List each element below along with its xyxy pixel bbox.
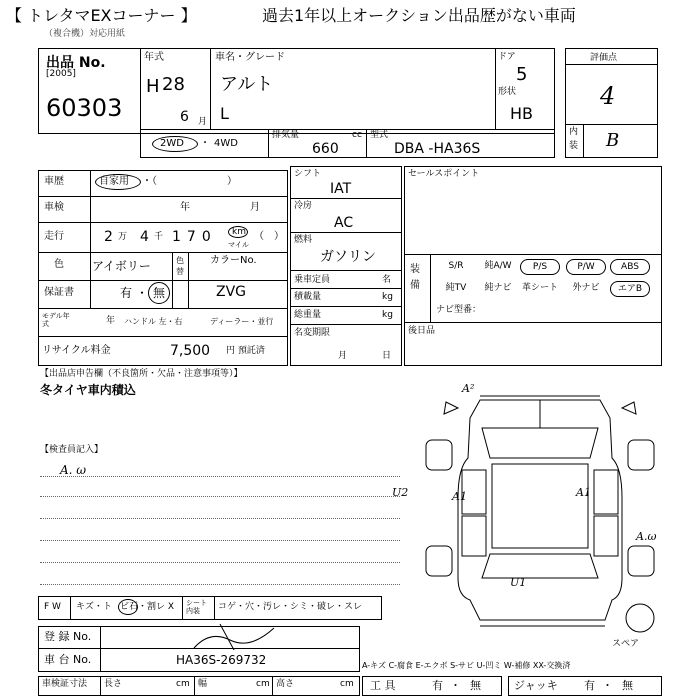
inspector-note1: A. ω <box>60 463 87 477</box>
equipment-item-1-4: ABS <box>610 259 650 275</box>
declaration-note: 冬タイヤ車内積込 <box>40 383 136 397</box>
car-wheel-fl <box>426 440 452 470</box>
equipment-item-2-2: 革シート <box>521 283 558 293</box>
car-right-door-rear <box>594 516 618 556</box>
equipment-item-2-0: 純TV <box>445 283 467 293</box>
history-rest: ・（ ） <box>142 176 237 187</box>
equipment-item-2-4: エアB <box>610 281 650 297</box>
tools-yes: 有 <box>432 679 443 692</box>
car-wheel-rl <box>426 546 452 576</box>
tools-no: 無 <box>470 679 481 692</box>
fw-text3: コゲ・穴・汚レ・シミ・破レ・スレ <box>218 602 363 612</box>
color-label: 色 <box>54 259 64 270</box>
dims-l: 長さ <box>104 679 123 689</box>
shape-label: 形状 <box>498 87 517 97</box>
displacement-unit: cc <box>352 130 362 140</box>
type-label: 型式 <box>370 130 389 140</box>
rating-value: 4 <box>600 82 616 110</box>
weight-label: 総重量 <box>294 310 322 320</box>
mileage-man-unit: 万 <box>118 232 128 242</box>
doors-label: ドア <box>498 52 516 62</box>
chassis-label: 車 台 No. <box>44 653 92 666</box>
year-label: 年式 <box>144 52 164 63</box>
fuel-label: 燃料 <box>294 235 313 245</box>
car-mirror-left <box>444 402 458 414</box>
tools-dot: ・ <box>450 679 461 692</box>
car-roof <box>492 464 588 548</box>
warranty-yes: 有 <box>120 286 133 300</box>
car-right-door-front <box>594 470 618 514</box>
model-year-unit: 年 <box>106 316 116 326</box>
fw-seat-label: シート内装 <box>186 599 207 615</box>
color-code: ZVG <box>216 284 247 300</box>
top-note: （複合機）対応用紙 <box>44 29 126 39</box>
model-year-handle: ハンドル 左・右 <box>124 317 183 326</box>
inspection-label: 車検 <box>44 202 64 213</box>
history-value: 自家用 <box>99 176 129 187</box>
banner-right: 過去1年以上オークション出品歴がない車両 <box>262 6 576 25</box>
diagram-mark-3: A1 <box>452 490 467 503</box>
model-grade: L <box>220 104 229 123</box>
weight-unit: kg <box>382 310 393 320</box>
year-era: H <box>146 76 160 97</box>
warranty-no: 無 <box>153 286 166 300</box>
inspection-year-unit: 年 <box>180 202 190 213</box>
chassis-value: HA36S-269732 <box>176 653 267 667</box>
capacity-label: 乗車定員 <box>294 275 331 285</box>
jack-dot: ・ <box>602 679 613 692</box>
dims-h: 高さ <box>276 679 295 689</box>
car-wheel-fr <box>628 440 654 470</box>
color-value: アイボリー <box>92 259 151 273</box>
warranty-dot: ・ <box>136 286 149 300</box>
damage-legend: A-キズ C-腐食 E-エクボ S-サビ U-凹ミ W-補修 XX-交換済 <box>362 661 571 670</box>
capacity-unit: 名 <box>382 275 392 285</box>
diagram-mark-5: U1 <box>510 576 527 589</box>
drive-opt1: 2WD <box>160 138 184 149</box>
type-value: DBA -HA36S <box>394 141 481 157</box>
equipment-label: 装備 <box>410 264 420 291</box>
rename-label: 名変期限 <box>294 328 331 338</box>
doors-value: 5 <box>516 64 528 85</box>
diagram-mark-6: A.ω <box>636 530 657 543</box>
mileage-rest: 170 <box>172 229 217 245</box>
mileage-paren: （ ） <box>254 231 284 242</box>
model-year-label: モデル年式 <box>42 312 70 328</box>
car-wheel-rr <box>628 546 654 576</box>
load-unit: kg <box>382 292 393 302</box>
car-diagram <box>392 378 690 658</box>
mileage-man: 2 <box>104 229 113 245</box>
interior-value: B <box>606 130 620 151</box>
registration-signature <box>190 620 280 654</box>
sales-point-label: セールスポイント <box>408 169 480 179</box>
car-left-door-rear <box>462 516 486 556</box>
interior-label-top: 内 <box>569 127 579 137</box>
fw-text1: キズ・ト <box>76 602 112 612</box>
mileage-sen-unit: 千 <box>154 232 164 242</box>
equipment-item-1-2: P/S <box>520 259 560 275</box>
warranty-label: 保証書 <box>44 287 74 298</box>
color-change-label: 色替 <box>176 256 184 276</box>
drive-dot: ・ <box>200 138 210 149</box>
inspection-month-unit: 月 <box>250 202 260 213</box>
dims-unit-3: cm <box>340 679 354 689</box>
jack-no: 無 <box>622 679 633 692</box>
mileage-sen: 4 <box>140 229 149 245</box>
lot-label: 出品 No. <box>46 55 106 71</box>
model-year-dealer: ディーラー・並行 <box>210 317 274 326</box>
shift-value: IAT <box>330 181 352 197</box>
spare-label: スペア <box>612 639 640 649</box>
rename-day: 日 <box>382 351 392 361</box>
tools-label: 工 具 <box>370 679 396 692</box>
dims-label: 車検証寸法 <box>42 679 88 689</box>
car-rear-window <box>482 554 598 578</box>
fw-text2: ・割レ X <box>138 602 175 612</box>
navi-label: ナビ型番： <box>436 305 482 315</box>
shift-label: シフト <box>294 169 322 179</box>
rating-label: 評価点 <box>590 53 618 63</box>
lot-number: 60303 <box>46 94 123 122</box>
model-label: 車名・グレード <box>215 52 285 63</box>
mileage-unit-mile: マイル <box>228 241 249 249</box>
lot-year-stamp: [2005] <box>46 69 76 79</box>
year-month: 6 <box>180 109 189 125</box>
history-label: 車歴 <box>44 176 64 187</box>
jack-yes: 有 <box>584 679 595 692</box>
dims-unit-1: cm <box>176 679 190 689</box>
recycle-unit: 円 預託済 <box>226 346 265 356</box>
declaration-label: 【出品店申告欄（不良箇所・欠品・注意事項等）】 <box>40 369 243 379</box>
spare-tire-icon <box>626 604 654 632</box>
year-month-unit: 月 <box>198 117 208 127</box>
displacement-value: 660 <box>312 141 339 157</box>
drive-opt2: 4WD <box>214 138 238 149</box>
ac-label: 冷房 <box>294 201 313 211</box>
year-value: 28 <box>162 74 185 95</box>
equipment-item-1-0: S/R <box>448 261 464 271</box>
equipment-item-1-1: 純A/W <box>484 261 512 271</box>
color-code-label: カラーNo. <box>210 255 257 266</box>
registration-label: 登 録 No. <box>44 630 92 643</box>
late-date-label: 後日品 <box>408 326 436 336</box>
model-name: アルト <box>220 74 274 95</box>
fw-circled: ビ石 <box>120 602 139 612</box>
recycle-value: 7,500 <box>170 343 211 359</box>
equipment-item-1-3: P/W <box>566 259 606 275</box>
car-windshield <box>482 428 598 458</box>
diagram-mark-4: A1 <box>576 486 591 499</box>
mileage-label: 走行 <box>44 231 64 242</box>
displacement-label: 排気量 <box>272 130 300 140</box>
fuel-value: ガソリン <box>320 249 376 265</box>
banner-left: 【 トレタマEXコーナー 】 <box>6 6 197 25</box>
shape-value: HB <box>510 104 534 123</box>
equipment-item-2-3: 外ナビ <box>572 283 600 293</box>
diagram-mark-2: U2 <box>392 486 409 499</box>
load-label: 積載量 <box>294 292 322 302</box>
inspector-label: 【検査員記入】 <box>40 445 104 455</box>
dims-unit-2: cm <box>256 679 270 689</box>
mileage-unit-km: km <box>232 227 246 237</box>
jack-label: ジャッキ <box>514 679 558 692</box>
diagram-mark-1: A² <box>462 382 475 395</box>
interior-label-bot: 装 <box>569 141 579 151</box>
rename-month: 月 <box>338 351 348 361</box>
fw-label: F W <box>44 602 61 612</box>
car-mirror-right <box>622 402 636 414</box>
equipment-item-2-1: 純ナビ <box>484 283 512 293</box>
recycle-label: リサイクル料金 <box>42 345 111 356</box>
ac-value: AC <box>334 215 354 231</box>
dims-w: 幅 <box>198 679 208 689</box>
car-body-outline <box>458 400 622 620</box>
